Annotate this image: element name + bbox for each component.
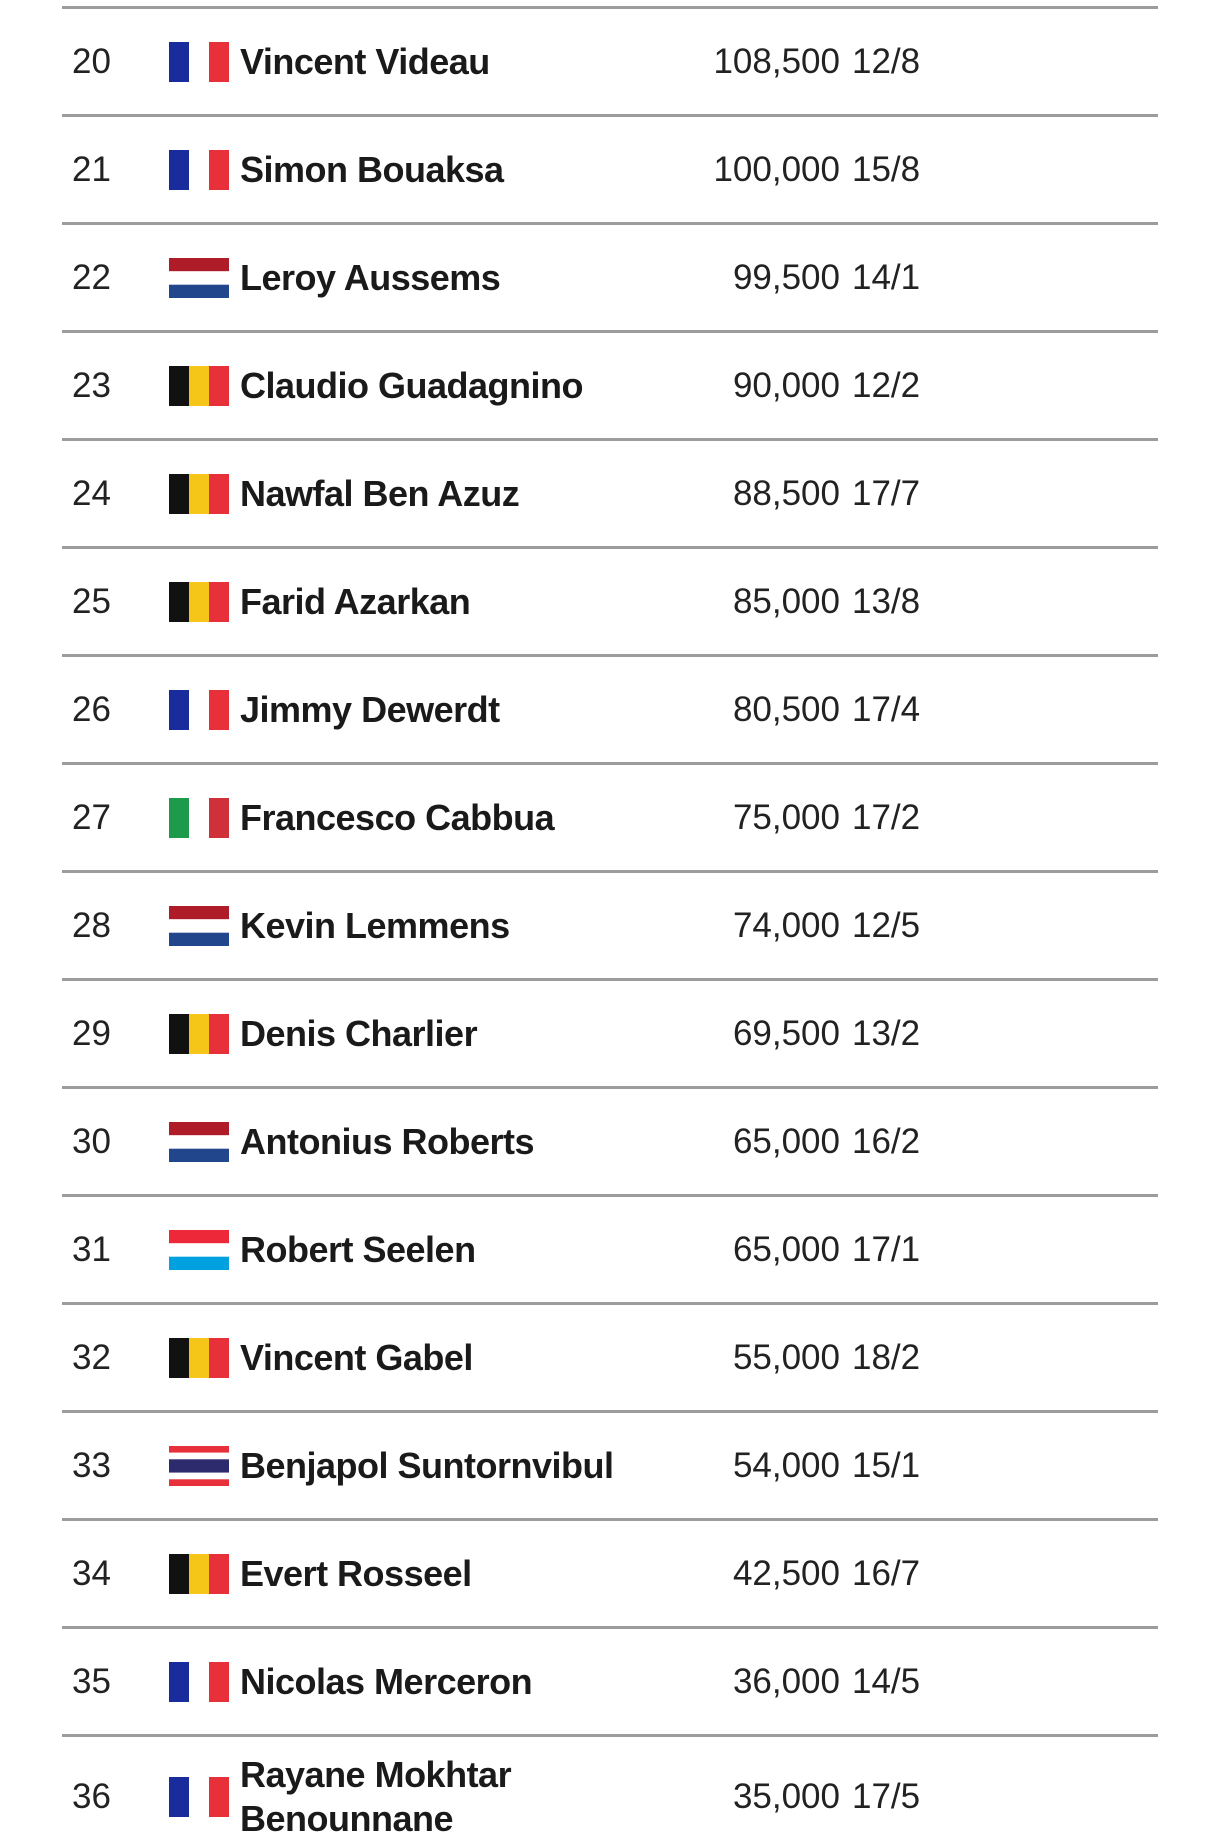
record-cell: 17/4 xyxy=(852,689,921,729)
flag-cell xyxy=(169,765,229,870)
flag-cell xyxy=(169,1629,229,1734)
points-cell: 90,000 xyxy=(732,365,840,405)
points-cell: 99,500 xyxy=(732,257,840,297)
player-name: Simon Bouaksa xyxy=(240,148,504,190)
belgium-flag-icon xyxy=(169,474,229,514)
rank-cell: 30 xyxy=(72,1121,111,1161)
points-cell: 65,000 xyxy=(732,1121,840,1161)
points-cell: 42,500 xyxy=(732,1553,840,1593)
player-name: Nawfal Ben Azuz xyxy=(240,472,520,514)
rank-cell: 29 xyxy=(72,1013,111,1053)
table-row xyxy=(62,1089,1158,1197)
table-row xyxy=(62,549,1158,657)
table-row xyxy=(62,333,1158,441)
record-cell: 13/8 xyxy=(852,581,921,621)
rank-cell: 21 xyxy=(72,149,111,189)
points-cell: 100,000 xyxy=(713,149,840,189)
record-cell: 15/8 xyxy=(852,149,921,189)
luxembourg-flag-icon xyxy=(169,1230,229,1270)
table-row xyxy=(62,1305,1158,1413)
netherlands-flag-icon xyxy=(169,906,229,946)
record-cell: 17/5 xyxy=(852,1777,921,1816)
table-row xyxy=(62,981,1158,1089)
flag-cell xyxy=(169,657,229,762)
belgium-flag-icon xyxy=(169,1554,229,1594)
points-cell: 88,500 xyxy=(732,473,840,513)
table-row xyxy=(62,9,1158,117)
flag-cell xyxy=(169,1089,229,1194)
points-cell: 80,500 xyxy=(732,689,840,729)
flag-cell xyxy=(169,1197,229,1302)
flag-cell xyxy=(169,441,229,546)
table-row xyxy=(62,1737,1158,1841)
rank-cell: 33 xyxy=(72,1445,111,1485)
points-cell: 108,500 xyxy=(713,41,840,81)
rank-cell: 35 xyxy=(72,1661,111,1701)
flag-cell xyxy=(169,225,229,330)
rank-cell: 26 xyxy=(72,689,111,729)
player-name: Francesco Cabbua xyxy=(240,796,555,838)
thailand-flag-icon xyxy=(169,1446,229,1486)
flag-cell xyxy=(169,9,229,114)
ranking-table xyxy=(62,6,1158,1841)
flag-cell xyxy=(169,1521,229,1626)
flag-cell xyxy=(169,333,229,438)
record-cell: 12/2 xyxy=(852,365,921,405)
flag-cell xyxy=(169,117,229,222)
record-cell: 13/2 xyxy=(852,1013,921,1053)
table-row xyxy=(62,117,1158,225)
table-row xyxy=(62,1197,1158,1305)
belgium-flag-icon xyxy=(169,366,229,406)
points-cell: 54,000 xyxy=(732,1445,840,1485)
points-cell: 36,000 xyxy=(732,1661,840,1701)
player-name: Jimmy Dewerdt xyxy=(240,688,500,730)
points-cell: 69,500 xyxy=(732,1013,840,1053)
netherlands-flag-icon xyxy=(169,1122,229,1162)
player-name: Farid Azarkan xyxy=(240,580,471,622)
player-name: Antonius Roberts xyxy=(240,1120,534,1162)
table-row xyxy=(62,225,1158,333)
record-cell: 16/7 xyxy=(852,1553,921,1593)
player-name: Evert Rosseel xyxy=(240,1552,472,1594)
flag-cell xyxy=(169,981,229,1086)
record-cell: 17/7 xyxy=(852,473,921,513)
table-row xyxy=(62,441,1158,549)
france-flag-icon xyxy=(169,150,229,190)
flag-cell xyxy=(169,1737,229,1841)
points-cell: 85,000 xyxy=(732,581,840,621)
table-row xyxy=(62,873,1158,981)
table-row xyxy=(62,765,1158,873)
player-name: Robert Seelen xyxy=(240,1228,476,1270)
france-flag-icon xyxy=(169,1777,229,1817)
rank-cell: 28 xyxy=(72,905,111,945)
rank-cell: 34 xyxy=(72,1553,111,1593)
points-cell: 35,000 xyxy=(732,1777,840,1816)
points-cell: 75,000 xyxy=(732,797,840,837)
france-flag-icon xyxy=(169,42,229,82)
table-row xyxy=(62,1413,1158,1521)
record-cell: 16/2 xyxy=(852,1121,921,1161)
player-name: Rayane Mokhtar Benounnane xyxy=(240,1754,512,1839)
flag-cell xyxy=(169,873,229,978)
player-name: Vincent Videau xyxy=(240,40,490,82)
belgium-flag-icon xyxy=(169,582,229,622)
france-flag-icon xyxy=(169,1662,229,1702)
rank-cell: 23 xyxy=(72,365,111,405)
belgium-flag-icon xyxy=(169,1014,229,1054)
points-cell: 65,000 xyxy=(732,1229,840,1269)
player-name: Benjapol Suntornvibul xyxy=(240,1444,614,1486)
rank-cell: 32 xyxy=(72,1337,111,1377)
rank-cell: 27 xyxy=(72,797,111,837)
rank-cell: 20 xyxy=(72,41,111,81)
points-cell: 74,000 xyxy=(732,905,840,945)
record-cell: 17/1 xyxy=(852,1229,921,1269)
record-cell: 12/5 xyxy=(852,905,921,945)
record-cell: 14/5 xyxy=(852,1661,921,1701)
rank-cell: 24 xyxy=(72,473,111,513)
player-name: Nicolas Merceron xyxy=(240,1660,533,1702)
rank-cell: 36 xyxy=(72,1777,111,1816)
flag-cell xyxy=(169,549,229,654)
rank-cell: 31 xyxy=(72,1229,111,1269)
rank-cell: 22 xyxy=(72,257,111,297)
table-row xyxy=(62,1629,1158,1737)
table-row xyxy=(62,1521,1158,1629)
record-cell: 14/1 xyxy=(852,257,921,297)
player-name: Denis Charlier xyxy=(240,1012,478,1054)
record-cell: 18/2 xyxy=(852,1337,921,1377)
record-cell: 15/1 xyxy=(852,1445,921,1485)
belgium-flag-icon xyxy=(169,1338,229,1378)
points-cell: 55,000 xyxy=(732,1337,840,1377)
record-cell: 17/2 xyxy=(852,797,921,837)
italy-flag-icon xyxy=(169,798,229,838)
player-name: Claudio Guadagnino xyxy=(240,364,583,406)
record-cell: 12/8 xyxy=(852,41,921,81)
table-row xyxy=(62,657,1158,765)
player-name: Kevin Lemmens xyxy=(240,904,510,946)
player-name: Leroy Aussems xyxy=(240,256,501,298)
player-name: Vincent Gabel xyxy=(240,1336,473,1378)
flag-cell xyxy=(169,1305,229,1410)
netherlands-flag-icon xyxy=(169,258,229,298)
rank-cell: 25 xyxy=(72,581,111,621)
france-flag-icon xyxy=(169,690,229,730)
flag-cell xyxy=(169,1413,229,1518)
